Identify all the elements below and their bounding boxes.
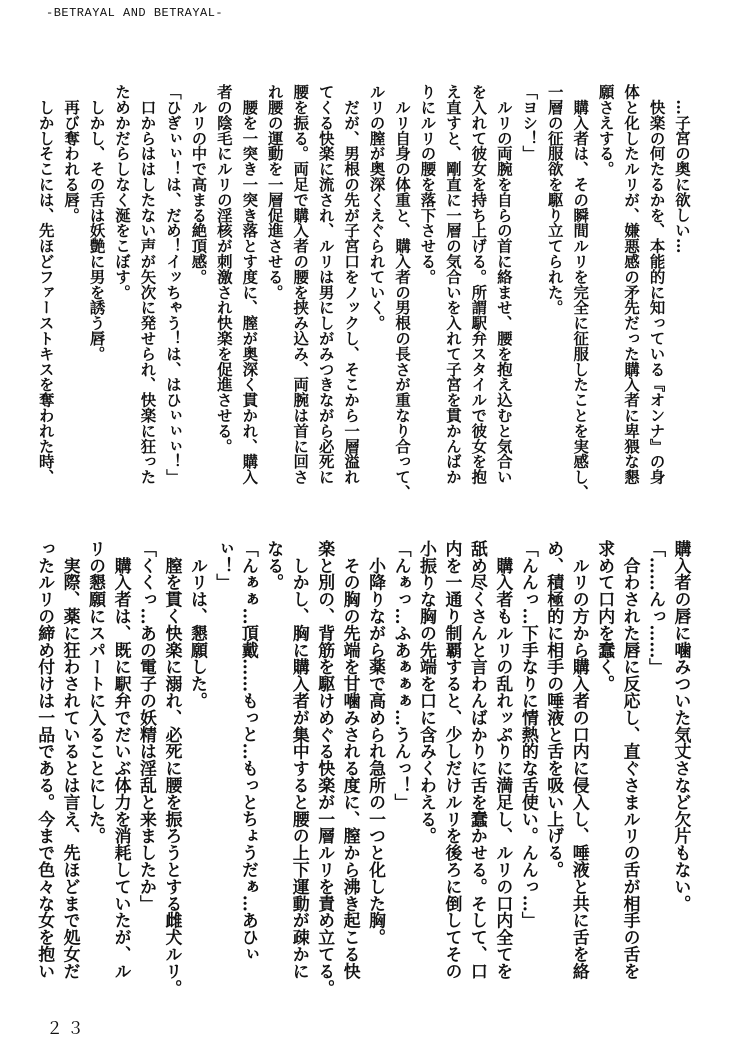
text-line: 購入者は、既に駅弁でだいぶ体力を消耗していたが、ル <box>112 540 133 980</box>
text-line: 合わされた唇に反応し、直ぐさまルリの舌が相手の舌を <box>621 540 642 980</box>
text-line: 快楽の何たるかを、本能的に知っている『オンナ』の身 <box>647 84 666 485</box>
text-line: しかし、胸に購入者が集中すると腰の上下運動が疎かに <box>290 540 311 980</box>
text-line: 実際、薬に狂わされているとは言え、先ほどまで処女だ <box>61 540 82 980</box>
text-line: だが、男根の先が子宮口をノックし、そこから一層溢れ <box>342 84 361 485</box>
text-line: 「……んっ……」 <box>646 540 667 676</box>
text-line: 「くくっ…あの電子の妖精は淫乱と来ましたか」 <box>137 540 158 912</box>
text-line: なる。 <box>264 540 285 591</box>
text-line: 購入者は、その瞬間ルリを完全に征服したことを実感し、 <box>571 84 590 500</box>
text-line: 膣を貫く快楽に溺れ、必死に腰を振ろうとする雌犬ルリ。 <box>162 540 183 997</box>
text-line: 者の陰毛にルリの淫核が刺激され快楽を促進させる。 <box>214 84 233 454</box>
text-block-bottom <box>32 540 694 1000</box>
text-line: め、積極的に相手の唾液と舌を吸い上げる。 <box>544 540 565 878</box>
text-block-top <box>32 84 694 504</box>
text-line: ルリの中で高まる絶頂感。 <box>189 84 208 285</box>
text-line: 体と化したルリが、嫌悪感の矛先だった購入者に卑猥な懇 <box>622 84 641 485</box>
text-line: 腰を振る。両足で購入者の腰を挟み込み、両腕は首に回さ <box>291 84 310 485</box>
text-line: しかしそこには、先ほどファーストキスを奪われた時、 <box>36 84 55 485</box>
text-line: リの懇願にスパートに入ることにした。 <box>86 540 107 845</box>
text-line: 「んぁぁ…頂戴……もっと…もっとちょうだぁ…あひぃ <box>239 540 260 963</box>
text-line: てくる快楽に流され、ルリは男にしがみつきながら必死に <box>316 84 335 485</box>
text-line: ぃ！」 <box>213 540 234 591</box>
text-line: 「んんっ…下手なりに情熱的な舌使い。んんっ…」 <box>519 540 540 929</box>
running-header: -BETRAYAL AND BETRAYAL- <box>46 6 224 20</box>
text-line: 内を一通り制覇すると、少しだけルリを後ろに倒してその <box>442 540 463 980</box>
text-line: え直すと、剛直に一層の気合いを入れて子宮を貫かんばか <box>443 84 462 485</box>
text-line: ったルリの締め付けは一品である。今まで色々な女を抱い <box>35 540 56 980</box>
text-line: その胸の先端を甘噛みされる度に、膣から沸き起こる快 <box>341 540 362 980</box>
text-line: ためかだらしなく涎をこぼす。 <box>113 84 132 300</box>
text-line: を入れて彼女を持ち上げる。所謂駅弁スタイルで彼女を抱 <box>469 84 488 485</box>
text-line: 購入者もルリの乱れッぷりに満足し、ルリの口内全てを <box>493 540 514 980</box>
text-line: 一層の征服欲を駆り立てられた。 <box>545 84 564 315</box>
text-line: 「ひぎぃぃ！は、だめ！イッちゃう！は、はひぃぃぃ！」 <box>163 84 182 485</box>
page-number: ２３ <box>46 1019 88 1039</box>
text-line: 「んぁっ…ふあぁぁぁ…うんっ！」 <box>392 540 413 811</box>
text-line: 求めて口内を蠢く。 <box>595 540 616 693</box>
text-line: れ腰の運動を一層促進させる。 <box>265 84 284 300</box>
text-line: 小降りながら薬で高められ急所の一つと化した胸。 <box>366 540 387 946</box>
text-line: りにルリの腰を落下させる。 <box>418 84 437 285</box>
text-line: …子宮の奥に欲しい… <box>673 84 691 254</box>
text-line: 「ヨシ！」 <box>520 84 539 161</box>
text-line: 購入者の唇に噛みついた気丈さなど欠片もない。 <box>672 540 692 912</box>
text-line: 楽と別の、背筋を駆けめぐる快楽が一層ルリを責め立てる。 <box>315 540 336 997</box>
text-line: ルリは、懇願した。 <box>188 540 209 709</box>
text-line: ルリの両腕を自らの首に絡ませ、腰を抱え込むと気合い <box>494 84 513 485</box>
text-line: 腰を一突き一突き落とす度に、膣が奥深く貫かれ、購入 <box>240 84 259 485</box>
text-line: 舐め尽くさんと言わんばかりに舌を蠢かせる。そして、口 <box>468 540 489 980</box>
text-line: 小振りな胸の先端を口に含みくわえる。 <box>417 540 438 845</box>
text-line: 再び奪われる唇。 <box>62 84 81 223</box>
text-line: ルリの膣が奥深くえぐられていく。 <box>367 84 386 331</box>
text-line: ルリ自身の体重と、購入者の男根の長さが重なり合って、 <box>393 84 412 500</box>
text-line: 願さえする。 <box>596 84 615 177</box>
text-line: 口からははしたない声が矢次に発せられ、快楽に狂った <box>138 84 157 485</box>
text-line: しかし、その舌は妖艶に男を誘う唇。 <box>87 84 106 362</box>
text-line: ルリの方から購入者の口内に侵入し、唾液と共に舌を絡 <box>570 540 591 980</box>
